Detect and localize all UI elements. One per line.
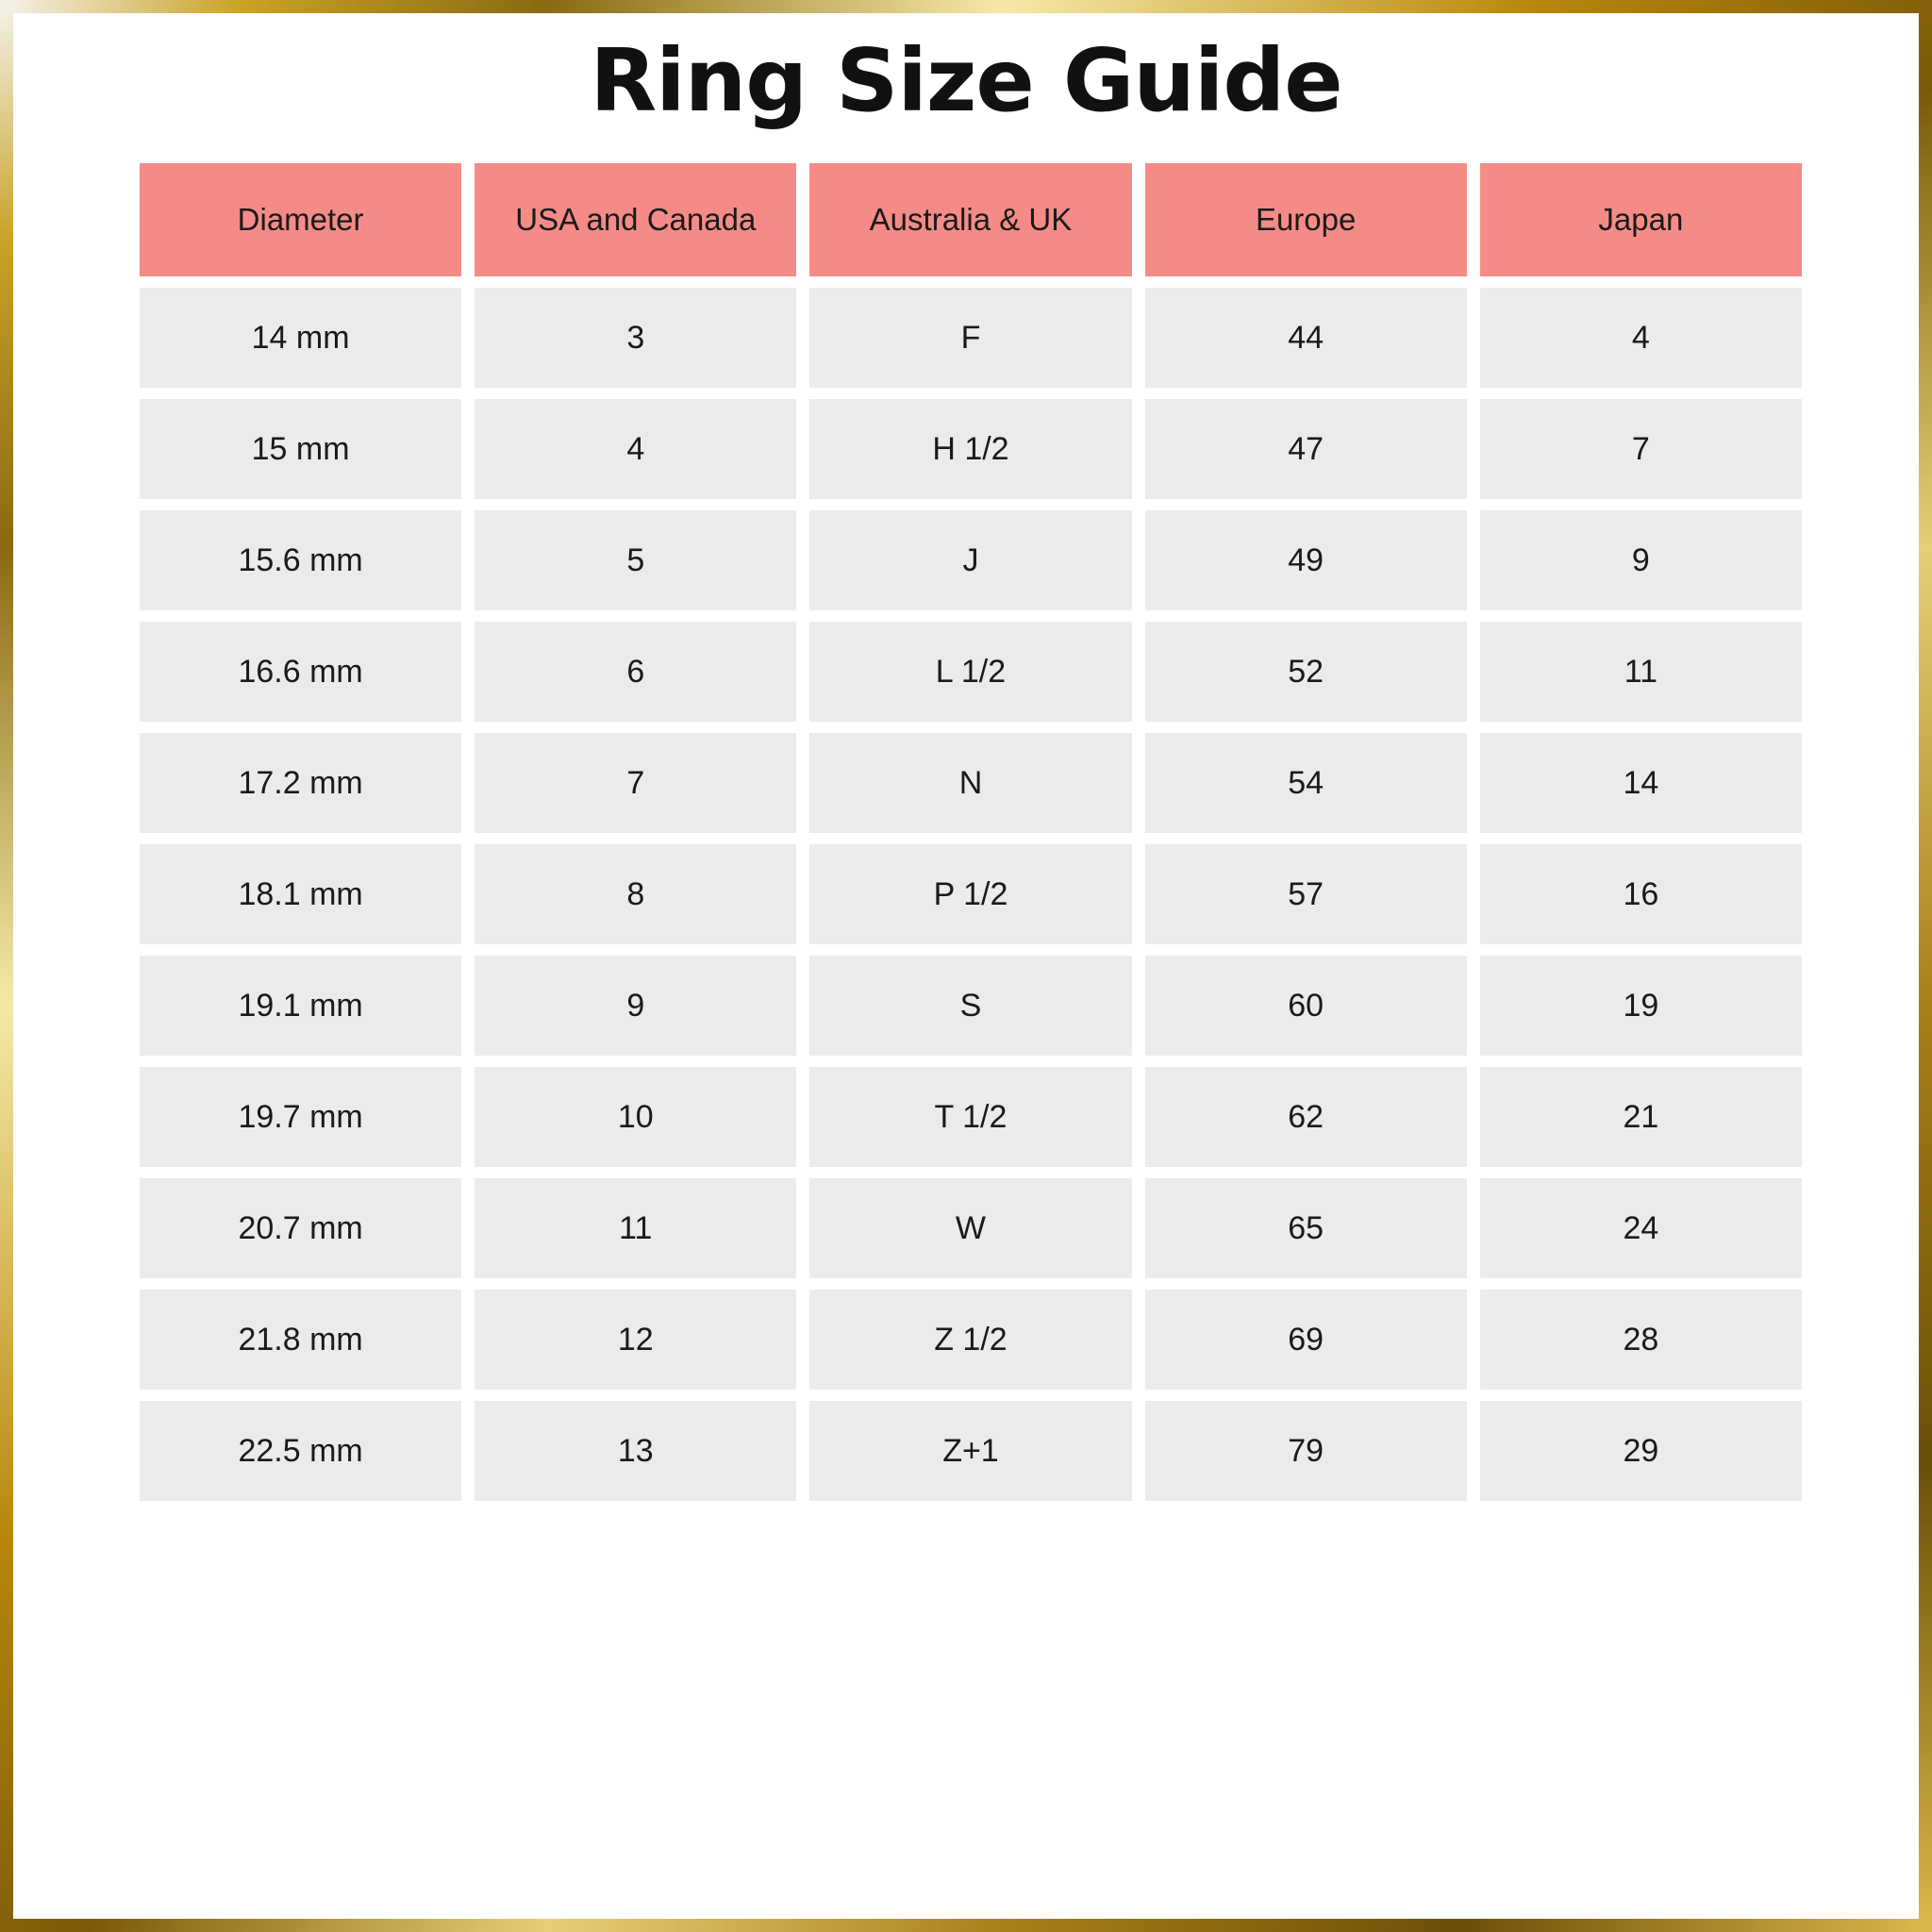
cell-diameter: 20.7 mm (140, 1178, 461, 1278)
column-header-usa-canada: USA and Canada (475, 163, 796, 276)
ring-size-table (126, 152, 1815, 1512)
column-header-diameter: Diameter (140, 163, 461, 276)
cell-japan: 4 (1480, 288, 1802, 388)
table-row (140, 1178, 1802, 1278)
cell-australia-uk: W (809, 1178, 1131, 1278)
cell-diameter: 22.5 mm (140, 1401, 461, 1501)
column-header-japan: Japan (1480, 163, 1802, 276)
column-header-australia-uk: Australia & UK (809, 163, 1131, 276)
cell-japan: 11 (1480, 622, 1802, 722)
cell-diameter: 21.8 mm (140, 1290, 461, 1390)
cell-usa-canada: 5 (475, 510, 796, 610)
cell-australia-uk: L 1/2 (809, 622, 1131, 722)
cell-australia-uk: N (809, 733, 1131, 833)
table-row (140, 510, 1802, 610)
cell-usa-canada: 10 (475, 1067, 796, 1167)
content-area (13, 13, 1919, 1919)
table-row (140, 733, 1802, 833)
cell-europe: 65 (1145, 1178, 1467, 1278)
cell-japan: 9 (1480, 510, 1802, 610)
cell-australia-uk: Z 1/2 (809, 1290, 1131, 1390)
cell-europe: 54 (1145, 733, 1467, 833)
cell-usa-canada: 9 (475, 956, 796, 1056)
cell-japan: 21 (1480, 1067, 1802, 1167)
cell-australia-uk: J (809, 510, 1131, 610)
table-header (140, 163, 1802, 276)
cell-usa-canada: 6 (475, 622, 796, 722)
cell-diameter: 19.7 mm (140, 1067, 461, 1167)
cell-usa-canada: 7 (475, 733, 796, 833)
table-row (140, 622, 1802, 722)
cell-usa-canada: 13 (475, 1401, 796, 1501)
cell-australia-uk: F (809, 288, 1131, 388)
cell-europe: 62 (1145, 1067, 1467, 1167)
cell-europe: 79 (1145, 1401, 1467, 1501)
cell-usa-canada: 4 (475, 399, 796, 499)
cell-europe: 69 (1145, 1290, 1467, 1390)
cell-japan: 14 (1480, 733, 1802, 833)
table-row (140, 288, 1802, 388)
cell-usa-canada: 11 (475, 1178, 796, 1278)
table-body (140, 288, 1802, 1501)
cell-europe: 60 (1145, 956, 1467, 1056)
size-table-container (13, 152, 1919, 1512)
cell-japan: 24 (1480, 1178, 1802, 1278)
table-row (140, 1401, 1802, 1501)
table-row (140, 399, 1802, 499)
cell-usa-canada: 3 (475, 288, 796, 388)
cell-japan: 19 (1480, 956, 1802, 1056)
cell-australia-uk: Z+1 (809, 1401, 1131, 1501)
cell-diameter: 15 mm (140, 399, 461, 499)
cell-australia-uk: S (809, 956, 1131, 1056)
table-row (140, 956, 1802, 1056)
cell-australia-uk: T 1/2 (809, 1067, 1131, 1167)
page-title: Ring Size Guide (590, 30, 1342, 131)
cell-europe: 57 (1145, 844, 1467, 944)
cell-europe: 49 (1145, 510, 1467, 610)
cell-europe: 44 (1145, 288, 1467, 388)
cell-japan: 28 (1480, 1290, 1802, 1390)
table-header-row (140, 163, 1802, 276)
cell-diameter: 14 mm (140, 288, 461, 388)
table-row (140, 844, 1802, 944)
cell-japan: 29 (1480, 1401, 1802, 1501)
cell-diameter: 15.6 mm (140, 510, 461, 610)
cell-diameter: 17.2 mm (140, 733, 461, 833)
cell-usa-canada: 12 (475, 1290, 796, 1390)
cell-australia-uk: P 1/2 (809, 844, 1131, 944)
table-row (140, 1290, 1802, 1390)
cell-diameter: 19.1 mm (140, 956, 461, 1056)
cell-australia-uk: H 1/2 (809, 399, 1131, 499)
cell-japan: 16 (1480, 844, 1802, 944)
cell-europe: 47 (1145, 399, 1467, 499)
cell-europe: 52 (1145, 622, 1467, 722)
cell-diameter: 18.1 mm (140, 844, 461, 944)
cell-diameter: 16.6 mm (140, 622, 461, 722)
cell-usa-canada: 8 (475, 844, 796, 944)
column-header-europe: Europe (1145, 163, 1467, 276)
cell-japan: 7 (1480, 399, 1802, 499)
table-row (140, 1067, 1802, 1167)
